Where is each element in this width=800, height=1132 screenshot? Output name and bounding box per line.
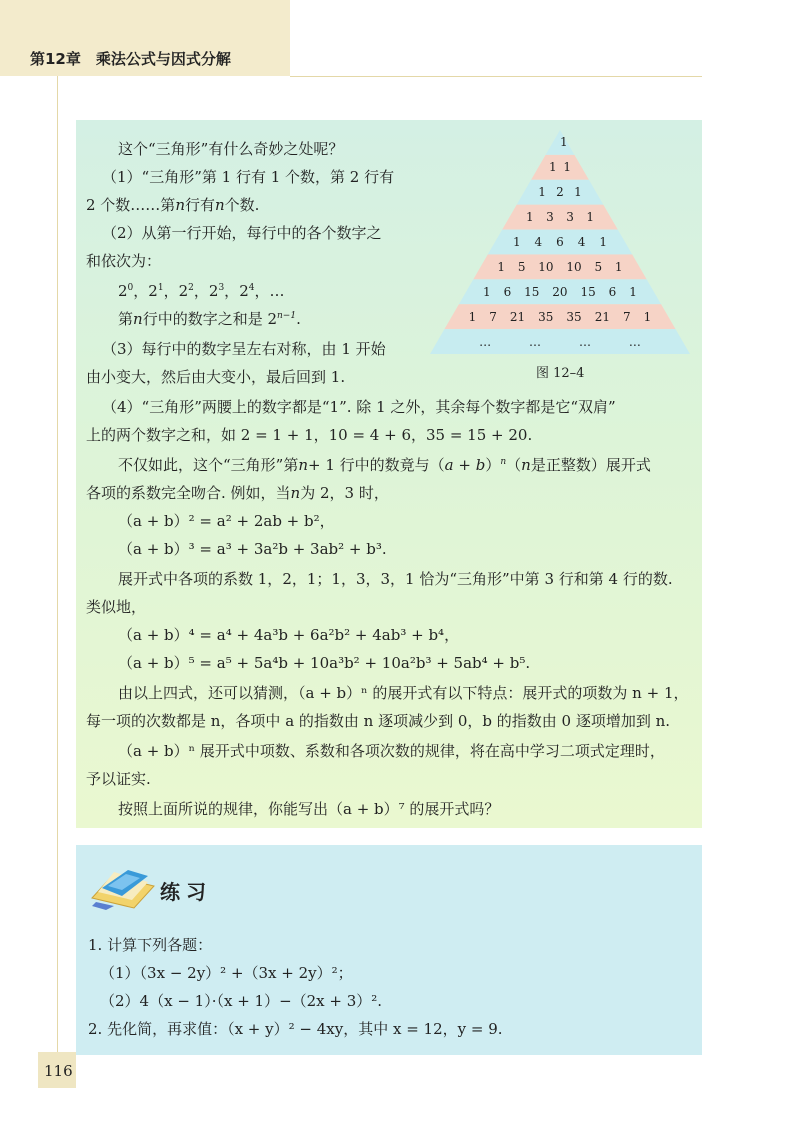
triangle-row-8 bbox=[456, 304, 665, 329]
triangle-number: 1 bbox=[586, 210, 594, 225]
triangle-number: 5 bbox=[517, 259, 526, 274]
triangle-number: 6 bbox=[503, 284, 512, 299]
figure-caption: 图 12–4 bbox=[536, 366, 585, 381]
binomial-paragraph-line-1: 不仅如此，这个“三角形”第n+ 1 行中的数竟与$(a + b)^n(n$是正整数）展开式 bbox=[118, 456, 651, 474]
theorem-line-2: 予以证实. bbox=[86, 770, 151, 788]
exercise-question-1-part-2: （2）4（x − 1）·（x + 1）−（2x + 3）². bbox=[100, 992, 383, 1010]
triangle-number: 1 bbox=[563, 160, 571, 175]
point-2-line-1: （2）从第一行开始，每行中的各个数字之 bbox=[102, 224, 382, 242]
pattern-line-1: 由以上四式，还可以猜测，（a + b）ⁿ 的展开式有以下特点：展开式的项数为 n + 1， bbox=[118, 684, 689, 702]
triangle-number: 10 bbox=[566, 259, 582, 274]
triangle-number: 1 bbox=[525, 210, 534, 225]
triangle-number: 5 bbox=[594, 259, 603, 274]
powers-of-two: $2^0$，$2^1$，$2^2$，$2^3$，$2^4$，… bbox=[118, 282, 285, 300]
triangle-row-3 bbox=[528, 180, 592, 205]
triangle-number: 15 bbox=[524, 284, 540, 299]
paragraph-intro: 这个“三角形”有什么奇妙之处呢？ bbox=[118, 140, 344, 158]
triangle-row-5 bbox=[499, 230, 621, 255]
triangle-number: 21 bbox=[509, 309, 526, 324]
point-2-line-2: 和依次为： bbox=[86, 252, 162, 270]
equation-cube: （a + b）³ = a³ + 3a²b + 3ab² + b³. bbox=[118, 540, 387, 558]
exercise-title: 练习 bbox=[160, 880, 212, 904]
point-1-line-1: （1）“三角形”第 1 行有 1 个数，第 2 行有 bbox=[102, 168, 395, 186]
exercise-question-1-part-1: （1）（3x − 2y）² +（3x + 2y）²； bbox=[100, 964, 353, 982]
triangle-number: 1 bbox=[599, 234, 607, 249]
triangle-number: 1 bbox=[559, 135, 568, 150]
exercise-book-icon bbox=[88, 862, 158, 912]
triangle-number: 7 bbox=[489, 309, 497, 324]
equation-fourth-power: （a + b）⁴ = a⁴ + 4a³b + 6a²b² + 4ab³ + b⁴， bbox=[118, 626, 460, 644]
point-1-line-2: 2 个数……第n行有n个数. bbox=[86, 196, 260, 214]
point-4-line-2: 上的两个数字之和，如 2 = 1 + 1，10 = 4 + 6，35 = 15 + 20. bbox=[86, 426, 533, 444]
equation-fifth-power: （a + b）⁵ = a⁵ + 5a⁴b + 10a³b² + 10a²b³ + 5ab⁴ + b⁵. bbox=[118, 654, 531, 672]
triangle-number: 2 bbox=[556, 185, 564, 200]
triangle-number: 3 bbox=[546, 210, 554, 225]
point-3-line-2: 由小变大，然后由大变小，最后回到 1. bbox=[86, 368, 346, 386]
triangle-number: 21 bbox=[594, 309, 610, 324]
triangle-number: 1 bbox=[538, 185, 546, 200]
exercise-question-1: 1. 计算下列各题： bbox=[88, 936, 213, 954]
triangle-row-6 bbox=[485, 254, 636, 279]
header-divider bbox=[290, 76, 702, 77]
triangle-number: 20 bbox=[552, 284, 568, 299]
question-seventh-power: 按照上面所说的规律，你能写出（a + b）⁷ 的展开式吗？ bbox=[118, 800, 500, 818]
theorem-line-1: （a + b）ⁿ 展开式中项数、系数和各项次数的规律，将在高中学习二项式定理时， bbox=[118, 742, 665, 760]
triangle-number: 15 bbox=[580, 284, 596, 299]
triangle-number: 4 bbox=[534, 234, 543, 249]
triangle-number: 4 bbox=[577, 234, 586, 249]
triangle-number: 7 bbox=[622, 309, 631, 324]
point-4-line-1: （4）“三角形”两腰上的数字都是“1”. 除 1 之外，其余每个数字都是它“双肩” bbox=[102, 398, 616, 416]
triangle-number: 6 bbox=[608, 284, 617, 299]
exercise-question-2: 2. 先化简，再求值：（x + y）² − 4xy，其中 x = 12，y = 9. bbox=[88, 1020, 503, 1038]
margin-rule bbox=[57, 76, 58, 1086]
page-number: 116 bbox=[44, 1062, 73, 1080]
triangle-row-7 bbox=[470, 279, 650, 304]
triangle-row-2 bbox=[542, 155, 577, 180]
triangle-number: 1 bbox=[549, 160, 557, 175]
coefficients-line-1: 展开式中各项的系数 1，2，1；1，3，3，1 恰为“三角形”中第 3 行和第 4 行的数. bbox=[118, 570, 673, 588]
binomial-paragraph-line-2: 各项的系数完全吻合. 例如，当n为 2，3 时， bbox=[86, 484, 389, 502]
triangle-number: 1 bbox=[574, 185, 582, 200]
triangle-number: … bbox=[628, 334, 641, 349]
triangle-number: 6 bbox=[556, 234, 564, 249]
triangle-number: … bbox=[479, 334, 492, 349]
triangle-number: 35 bbox=[538, 309, 554, 324]
triangle-number: 1 bbox=[468, 309, 477, 324]
triangle-number: 1 bbox=[643, 309, 652, 324]
chapter-title: 第12章 乘法公式与因式分解 bbox=[30, 50, 231, 68]
triangle-number: 1 bbox=[497, 259, 505, 274]
triangle-row-1 bbox=[557, 130, 571, 155]
triangle-number: 1 bbox=[629, 284, 637, 299]
pattern-line-2: 每一项的次数都是 n，各项中 a 的指数由 n 逐项减少到 0，b 的指数由 0 逐项增加到 n. bbox=[86, 712, 671, 730]
triangle-row-9 bbox=[441, 329, 679, 354]
triangle-number: 1 bbox=[512, 234, 521, 249]
row-sum-statement: 第n行中的数字之和是 $2^{n-1}$. bbox=[118, 310, 301, 328]
triangle-number: … bbox=[529, 334, 542, 349]
triangle-number: 3 bbox=[566, 210, 574, 225]
triangle-number: 10 bbox=[538, 259, 554, 274]
triangle-number: 1 bbox=[614, 259, 623, 274]
triangle-number: … bbox=[578, 334, 591, 349]
triangle-number: 1 bbox=[483, 284, 491, 299]
coefficients-line-2: 类似地， bbox=[86, 598, 147, 616]
equation-square: （a + b）² = a² + 2ab + b²， bbox=[118, 512, 335, 530]
triangle-row-4 bbox=[513, 205, 606, 230]
point-3-line-1: （3）每行中的数字呈左右对称，由 1 开始 bbox=[102, 340, 386, 358]
triangle-number: 35 bbox=[566, 309, 582, 324]
